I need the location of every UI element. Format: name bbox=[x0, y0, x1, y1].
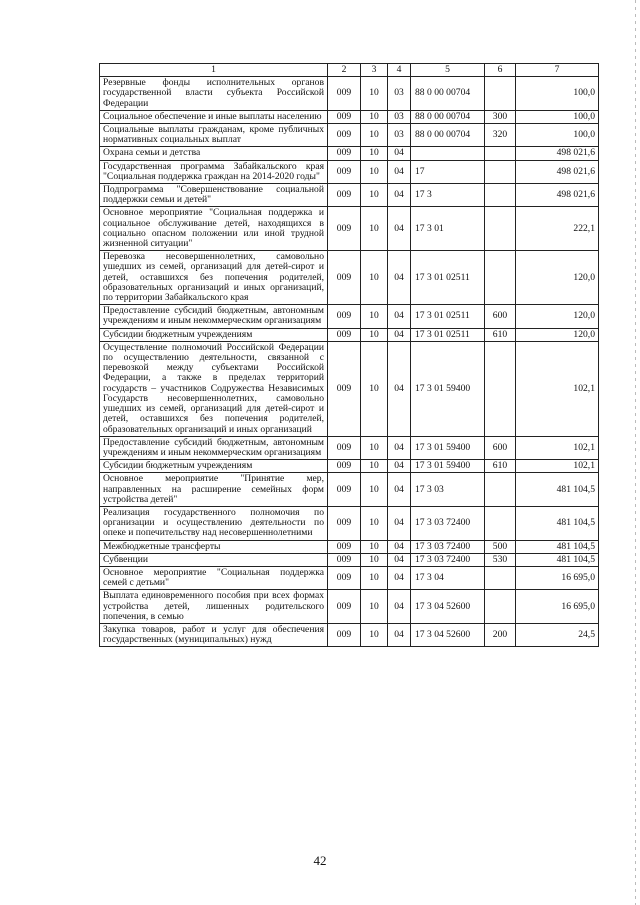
table-row bbox=[100, 124, 599, 147]
row-name-cell: Государственная программа Забайкальского края "Социальная поддержка граждан на 2014-2020 годы" bbox=[100, 160, 328, 183]
row-name-cell: Предоставление субсидий бюджетным, автономным учреждениям и иным некоммерческим организациям bbox=[100, 305, 328, 328]
table-row bbox=[100, 473, 599, 507]
row-section-cell: 10 bbox=[361, 540, 388, 553]
row-expense-type-cell bbox=[485, 251, 516, 305]
row-expense-type-cell: 320 bbox=[485, 124, 516, 147]
row-target-article-cell: 17 3 01 bbox=[411, 207, 485, 251]
header-cell-5: 5 bbox=[411, 64, 485, 77]
row-name-cell: Предоставление субсидий бюджетным, автономным учреждениям и иным некоммерческим организациям bbox=[100, 436, 328, 459]
row-section-cell: 10 bbox=[361, 473, 388, 507]
row-name-cell: Социальное обеспечение и иные выплаты населению bbox=[100, 110, 328, 123]
row-subsection-cell: 03 bbox=[388, 124, 411, 147]
header-cell-2: 2 bbox=[328, 64, 361, 77]
table-row bbox=[100, 110, 599, 123]
row-name-cell: Межбюджетные трансферты bbox=[100, 540, 328, 553]
table-body bbox=[100, 64, 599, 647]
table-row bbox=[100, 251, 599, 305]
header-row bbox=[100, 64, 599, 77]
table-row bbox=[100, 566, 599, 589]
row-amount-cell: 120,0 bbox=[516, 251, 599, 305]
row-target-article-cell: 17 3 01 02511 bbox=[411, 251, 485, 305]
row-subsection-cell: 03 bbox=[388, 77, 411, 111]
row-target-article-cell: 17 3 04 52600 bbox=[411, 590, 485, 624]
row-expense-type-cell: 530 bbox=[485, 553, 516, 566]
row-section-cell: 10 bbox=[361, 506, 388, 540]
row-section-cell: 10 bbox=[361, 207, 388, 251]
row-section-cell: 10 bbox=[361, 160, 388, 183]
row-amount-cell: 481 104,5 bbox=[516, 506, 599, 540]
row-target-article-cell: 17 3 04 52600 bbox=[411, 623, 485, 646]
row-grbs-cell: 009 bbox=[328, 590, 361, 624]
row-target-article-cell: 17 3 03 72400 bbox=[411, 553, 485, 566]
row-grbs-cell: 009 bbox=[328, 341, 361, 436]
row-subsection-cell: 04 bbox=[388, 436, 411, 459]
table-row bbox=[100, 328, 599, 341]
row-target-article-cell: 17 3 04 bbox=[411, 566, 485, 589]
row-section-cell: 10 bbox=[361, 77, 388, 111]
row-section-cell: 10 bbox=[361, 341, 388, 436]
row-amount-cell: 102,1 bbox=[516, 341, 599, 436]
row-target-article-cell: 17 3 03 72400 bbox=[411, 540, 485, 553]
row-subsection-cell: 04 bbox=[388, 540, 411, 553]
row-section-cell: 10 bbox=[361, 623, 388, 646]
table-row bbox=[100, 184, 599, 207]
row-amount-cell: 498 021,6 bbox=[516, 184, 599, 207]
row-section-cell: 10 bbox=[361, 328, 388, 341]
table-row bbox=[100, 207, 599, 251]
row-grbs-cell: 009 bbox=[328, 436, 361, 459]
row-expense-type-cell bbox=[485, 506, 516, 540]
row-subsection-cell: 04 bbox=[388, 473, 411, 507]
row-grbs-cell: 009 bbox=[328, 473, 361, 507]
row-target-article-cell: 17 3 01 59400 bbox=[411, 341, 485, 436]
row-name-cell: Основное мероприятие "Принятие мер, направленных на расширение семейных форм устройства детей" bbox=[100, 473, 328, 507]
row-amount-cell: 100,0 bbox=[516, 77, 599, 111]
row-name-cell: Резервные фонды исполнительных органов государственной власти субъекта Российской Федерации bbox=[100, 77, 328, 111]
row-subsection-cell: 04 bbox=[388, 341, 411, 436]
row-target-article-cell: 17 3 bbox=[411, 184, 485, 207]
row-expense-type-cell: 610 bbox=[485, 460, 516, 473]
row-name-cell: Субсидии бюджетным учреждениям bbox=[100, 328, 328, 341]
row-grbs-cell: 009 bbox=[328, 566, 361, 589]
row-section-cell: 10 bbox=[361, 251, 388, 305]
row-section-cell: 10 bbox=[361, 110, 388, 123]
row-grbs-cell: 009 bbox=[328, 305, 361, 328]
row-subsection-cell: 04 bbox=[388, 566, 411, 589]
row-target-article-cell: 17 3 01 59400 bbox=[411, 460, 485, 473]
row-target-article-cell: 17 bbox=[411, 160, 485, 183]
table-row bbox=[100, 160, 599, 183]
table-row bbox=[100, 540, 599, 553]
row-subsection-cell: 04 bbox=[388, 506, 411, 540]
row-subsection-cell: 04 bbox=[388, 305, 411, 328]
row-amount-cell: 102,1 bbox=[516, 460, 599, 473]
row-grbs-cell: 009 bbox=[328, 553, 361, 566]
row-name-cell: Субвенции bbox=[100, 553, 328, 566]
table-row bbox=[100, 623, 599, 646]
row-section-cell: 10 bbox=[361, 553, 388, 566]
row-subsection-cell: 04 bbox=[388, 207, 411, 251]
table-row bbox=[100, 590, 599, 624]
row-amount-cell: 498 021,6 bbox=[516, 160, 599, 183]
row-name-cell: Перевозка несовершеннолетних, самовольно ушедших из семей, организаций для детей-сирот и детей, оставшихся без попечения родителей, образовательных организаций и иных организаций, по территории Забайкальского края bbox=[100, 251, 328, 305]
row-name-cell: Закупка товаров, работ и услуг для обеспечения государственных (муниципальных) нужд bbox=[100, 623, 328, 646]
row-name-cell: Реализация государственного полномочия по организации и осуществлению деятельности по опеке и попечительству над несовершеннолетними bbox=[100, 506, 328, 540]
row-expense-type-cell: 600 bbox=[485, 436, 516, 459]
row-name-cell: Охрана семьи и детства bbox=[100, 147, 328, 160]
row-expense-type-cell: 200 bbox=[485, 623, 516, 646]
row-subsection-cell: 04 bbox=[388, 147, 411, 160]
row-target-article-cell: 88 0 00 00704 bbox=[411, 110, 485, 123]
row-target-article-cell: 17 3 01 02511 bbox=[411, 328, 485, 341]
row-amount-cell: 16 695,0 bbox=[516, 590, 599, 624]
budget-table bbox=[99, 63, 599, 647]
row-expense-type-cell bbox=[485, 590, 516, 624]
row-expense-type-cell bbox=[485, 566, 516, 589]
row-target-article-cell: 17 3 03 72400 bbox=[411, 506, 485, 540]
row-amount-cell: 481 104,5 bbox=[516, 553, 599, 566]
row-section-cell: 10 bbox=[361, 566, 388, 589]
row-section-cell: 10 bbox=[361, 305, 388, 328]
row-expense-type-cell bbox=[485, 160, 516, 183]
row-expense-type-cell bbox=[485, 341, 516, 436]
row-name-cell: Выплата единовременного пособия при всех формах устройства детей, лишенных родительского попечения, в семью bbox=[100, 590, 328, 624]
row-section-cell: 10 bbox=[361, 184, 388, 207]
row-expense-type-cell bbox=[485, 77, 516, 111]
row-subsection-cell: 04 bbox=[388, 251, 411, 305]
row-section-cell: 10 bbox=[361, 590, 388, 624]
row-expense-type-cell bbox=[485, 473, 516, 507]
header-cell-6: 6 bbox=[485, 64, 516, 77]
row-grbs-cell: 009 bbox=[328, 124, 361, 147]
table-row bbox=[100, 553, 599, 566]
table-row bbox=[100, 77, 599, 111]
row-amount-cell: 120,0 bbox=[516, 328, 599, 341]
row-name-cell: Осуществление полномочий Российской Федерации по осуществлению деятельности, связанной с перевозкой между субъектами Российской Федерации, а также в пределах территорий государств – участников Содружества Независимых Государств несовершеннолетних, самовольно ушедших из семей, организаций для детей-сирот и детей, оставшихся без попечения родителей, образовательных организаций и иных организаций bbox=[100, 341, 328, 436]
row-amount-cell: 222,1 bbox=[516, 207, 599, 251]
row-subsection-cell: 04 bbox=[388, 184, 411, 207]
row-grbs-cell: 009 bbox=[328, 251, 361, 305]
row-name-cell: Основное мероприятие "Социальная поддержка семей с детьми" bbox=[100, 566, 328, 589]
row-expense-type-cell: 610 bbox=[485, 328, 516, 341]
row-grbs-cell: 009 bbox=[328, 110, 361, 123]
row-section-cell: 10 bbox=[361, 436, 388, 459]
row-grbs-cell: 009 bbox=[328, 506, 361, 540]
row-section-cell: 10 bbox=[361, 124, 388, 147]
row-subsection-cell: 03 bbox=[388, 110, 411, 123]
scan-edge bbox=[635, 0, 636, 905]
row-target-article-cell: 17 3 01 59400 bbox=[411, 436, 485, 459]
row-amount-cell: 102,1 bbox=[516, 436, 599, 459]
row-subsection-cell: 04 bbox=[388, 460, 411, 473]
header-cell-7: 7 bbox=[516, 64, 599, 77]
row-subsection-cell: 04 bbox=[388, 160, 411, 183]
row-grbs-cell: 009 bbox=[328, 184, 361, 207]
row-grbs-cell: 009 bbox=[328, 328, 361, 341]
row-subsection-cell: 04 bbox=[388, 553, 411, 566]
row-amount-cell: 100,0 bbox=[516, 124, 599, 147]
row-amount-cell: 481 104,5 bbox=[516, 473, 599, 507]
page-number: 42 bbox=[313, 853, 327, 868]
row-expense-type-cell: 300 bbox=[485, 110, 516, 123]
row-grbs-cell: 009 bbox=[328, 540, 361, 553]
row-name-cell: Подпрограмма "Совершенствование социальной поддержки семьи и детей" bbox=[100, 184, 328, 207]
row-target-article-cell: 17 3 03 bbox=[411, 473, 485, 507]
row-grbs-cell: 009 bbox=[328, 460, 361, 473]
table-row bbox=[100, 436, 599, 459]
table-row bbox=[100, 341, 599, 436]
row-amount-cell: 120,0 bbox=[516, 305, 599, 328]
row-subsection-cell: 04 bbox=[388, 623, 411, 646]
row-target-article-cell: 88 0 00 00704 bbox=[411, 77, 485, 111]
row-grbs-cell: 009 bbox=[328, 77, 361, 111]
row-expense-type-cell bbox=[485, 147, 516, 160]
row-amount-cell: 498 021,6 bbox=[516, 147, 599, 160]
table-row bbox=[100, 506, 599, 540]
row-expense-type-cell bbox=[485, 184, 516, 207]
table-row bbox=[100, 305, 599, 328]
row-grbs-cell: 009 bbox=[328, 160, 361, 183]
row-target-article-cell: 88 0 00 00704 bbox=[411, 124, 485, 147]
row-name-cell: Основное мероприятие "Социальная поддержка и социальное обслуживание детей, находящихся в социально опасном положении или иной трудной жизненной ситуации" bbox=[100, 207, 328, 251]
row-expense-type-cell: 600 bbox=[485, 305, 516, 328]
row-target-article-cell: 17 3 01 02511 bbox=[411, 305, 485, 328]
row-amount-cell: 16 695,0 bbox=[516, 566, 599, 589]
header-cell-4: 4 bbox=[388, 64, 411, 77]
row-expense-type-cell: 500 bbox=[485, 540, 516, 553]
row-section-cell: 10 bbox=[361, 460, 388, 473]
row-expense-type-cell bbox=[485, 207, 516, 251]
header-cell-1: 1 bbox=[100, 64, 328, 77]
row-amount-cell: 24,5 bbox=[516, 623, 599, 646]
row-subsection-cell: 04 bbox=[388, 590, 411, 624]
row-grbs-cell: 009 bbox=[328, 147, 361, 160]
row-subsection-cell: 04 bbox=[388, 328, 411, 341]
table-row bbox=[100, 460, 599, 473]
table-row bbox=[100, 147, 599, 160]
row-amount-cell: 100,0 bbox=[516, 110, 599, 123]
row-target-article-cell bbox=[411, 147, 485, 160]
row-section-cell: 10 bbox=[361, 147, 388, 160]
row-grbs-cell: 009 bbox=[328, 207, 361, 251]
row-grbs-cell: 009 bbox=[328, 623, 361, 646]
row-name-cell: Социальные выплаты гражданам, кроме публичных нормативных социальных выплат bbox=[100, 124, 328, 147]
row-amount-cell: 481 104,5 bbox=[516, 540, 599, 553]
row-name-cell: Субсидии бюджетным учреждениям bbox=[100, 460, 328, 473]
header-cell-3: 3 bbox=[361, 64, 388, 77]
